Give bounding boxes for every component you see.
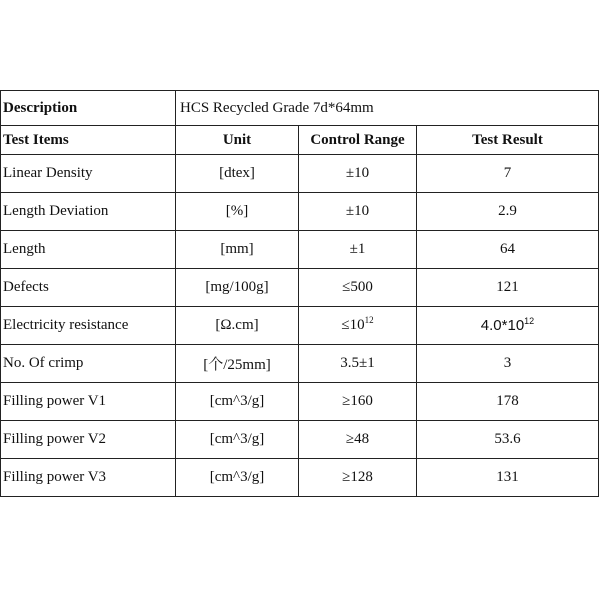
test-result-cell: 2.9 [417, 193, 599, 231]
test-result-cell: 3 [417, 345, 599, 383]
unit-cell: [个/25mm] [176, 345, 299, 383]
test-item: Filling power V1 [1, 383, 176, 421]
unit-cell: [cm^3/g] [176, 421, 299, 459]
unit-cell: [%] [176, 193, 299, 231]
header-row [1, 126, 599, 155]
test-result-cell: 131 [417, 459, 599, 497]
table-row [1, 231, 599, 269]
unit-cell: [dtex] [176, 155, 299, 193]
control-range-cell: ±1 [299, 231, 417, 269]
unit-cell: [cm^3/g] [176, 459, 299, 497]
description-row [1, 91, 599, 126]
test-result-cell: 178 [417, 383, 599, 421]
table-row [1, 155, 599, 193]
test-result-cell: 53.6 [417, 421, 599, 459]
control-range-cell: ≥160 [299, 383, 417, 421]
test-result-cell: 64 [417, 231, 599, 269]
header-test-items: Test Items [1, 126, 176, 155]
test-item: Electricity resistance [1, 307, 176, 345]
table-row [1, 307, 599, 345]
control-range-cell: ≥128 [299, 459, 417, 497]
test-item: Length [1, 231, 176, 269]
control-range-cell: 3.5±1 [299, 345, 417, 383]
test-item: Filling power V2 [1, 421, 176, 459]
test-result-cell: 7 [417, 155, 599, 193]
description-value: HCS Recycled Grade 7d*64mm [176, 91, 599, 126]
test-result-base: 4.0*10 [480, 317, 525, 334]
table-row [1, 383, 599, 421]
test-item: Linear Density [1, 155, 176, 193]
spec-table [0, 90, 599, 497]
control-range-cell: ±10 [299, 155, 417, 193]
table-row [1, 193, 599, 231]
test-result-cell [417, 307, 599, 345]
header-test-result: Test Result [417, 126, 599, 155]
test-item: Length Deviation [1, 193, 176, 231]
control-range-base: ≤10 [341, 317, 365, 333]
control-range-exponent: 12 [364, 315, 374, 325]
test-item: Filling power V3 [1, 459, 176, 497]
test-result-exponent: 12 [524, 316, 535, 326]
control-range-cell: ≤500 [299, 269, 417, 307]
table-row [1, 269, 599, 307]
unit-cell: [cm^3/g] [176, 383, 299, 421]
test-item: Defects [1, 269, 176, 307]
table-row [1, 459, 599, 497]
test-item: No. Of crimp [1, 345, 176, 383]
control-range-cell [299, 307, 417, 345]
table-row [1, 421, 599, 459]
control-range-cell: ≥48 [299, 421, 417, 459]
table-row [1, 345, 599, 383]
test-result-cell: 121 [417, 269, 599, 307]
control-range-cell: ±10 [299, 193, 417, 231]
unit-cell: [Ω.cm] [176, 307, 299, 345]
unit-cell: [mm] [176, 231, 299, 269]
header-control-range: Control Range [299, 126, 417, 155]
unit-cell: [mg/100g] [176, 269, 299, 307]
description-label: Description [1, 91, 176, 126]
header-unit: Unit [176, 126, 299, 155]
